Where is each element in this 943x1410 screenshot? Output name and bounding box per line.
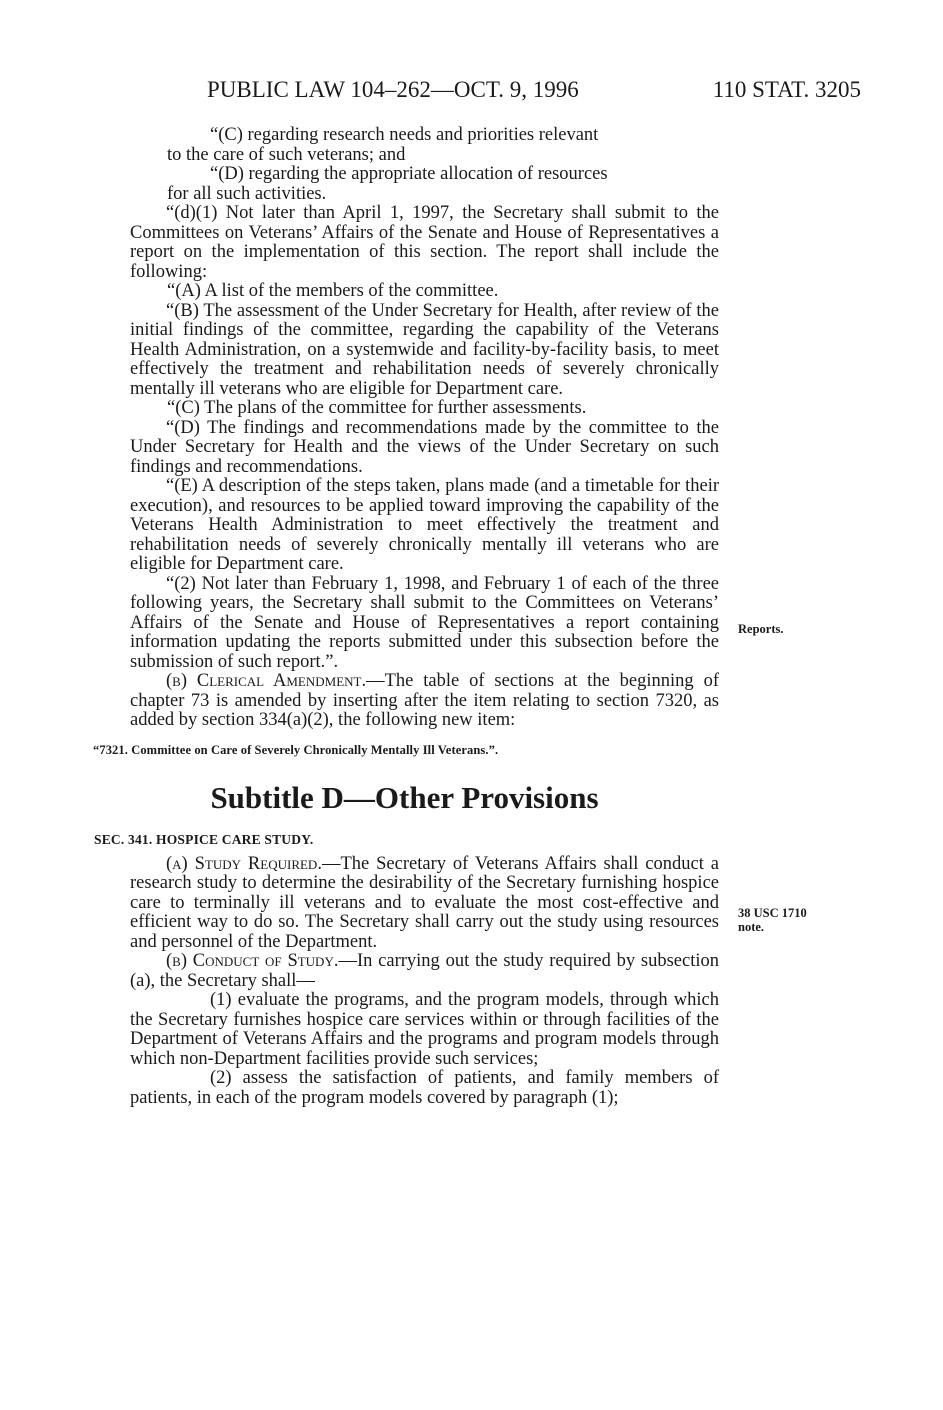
study-required-text: —The Secretary of Veterans Affairs shall conduct a research study to determine the desirability of the Secretary furnishing hospice care to terminally ill veterans and to evaluate the most cost-effective and efficient way to do so. The Secretary shall carry out the study using resources and personnel of the Department. (130, 853, 719, 952)
conduct-of-study-heading: (b) Conduct of Study. (166, 951, 339, 971)
para-2: “(2) Not later than February 1, 1998, and February 1 of each of the three following years, the Secretary shall submit to the Committees on Veterans’ Affairs of the Senate and House of Representatives a report containing information updating the reports submitted under this subsection before the submission of such report.”. (130, 573, 719, 672)
para-b: “(B) The assessment of the Under Secretary for Health, after review of the initial findings of the committee, regarding the capability of the Veterans Health Administration, on a systemwide and facility-by-facility basis, to meet effectively the treatment and rehabilitation needs of severely chronically mentally ill veterans who are eligible for Department care. (130, 300, 719, 399)
para-item-2: (2) assess the satisfaction of patients, and family members of patients, in each of the program models covered by paragraph (1); (130, 1068, 719, 1108)
para-a: “(A) A list of the members of the committee. (167, 281, 499, 301)
para-d-line1: “(D) regarding the appropriate allocation of resources (210, 164, 608, 184)
conduct-of-study-text: —In carrying out the study required by subsection (a), the Secretary shall— (130, 951, 720, 991)
table-item-7321: “7321. Committee on Care of Severely Chronically Mentally Ill Veterans.”. (93, 742, 499, 757)
margin-note-reports: Reports. (738, 622, 784, 636)
para-c-line2: to the care of such veterans; and (167, 144, 406, 165)
para-clerical-amendment (130, 672, 719, 731)
margin-note-usc-line2: note. (738, 920, 765, 934)
document-body (93, 125, 720, 1108)
para-study-required (130, 855, 719, 953)
section-341-heading: SEC. 341. HOSPICE CARE STUDY. (94, 832, 314, 847)
subtitle-heading: Subtitle D—Other Provisions (210, 780, 599, 815)
para-conduct-of-study (130, 952, 719, 991)
margin-note-usc-line1: 38 USC 1710 (738, 906, 807, 920)
margin-note-usc (738, 906, 807, 934)
clerical-amendment-heading: (b) Clerical Amendment. (166, 671, 367, 691)
public-law-citation: PUBLIC LAW 104–262—OCT. 9, 1996 (207, 77, 579, 102)
para-c2: “(C) The plans of the committee for further assessments. (167, 398, 587, 418)
clerical-amendment-text: —The table of sections at the beginning of chapter 73 is amended by inserting after the item relating to section 7320, as added by section 334(a)(2), the following new item: (130, 671, 719, 730)
para-d-line2: for all such activities. (167, 183, 327, 204)
para-d2: “(D) The findings and recommendations made by the committee to the Under Secretary for Health and the views of the Under Secretary on such findings and recommendations. (130, 417, 719, 477)
para-c-line1: “(C) regarding research needs and priorities relevant (210, 125, 599, 145)
para-item-1: (1) evaluate the programs, and the program models, through which the Secretary furnishes hospice care services within or through facilities of the Department of Veterans Affairs and the programs and program models through which non-Department facilities provide such services; (130, 990, 719, 1069)
para-e: “(E) A description of the steps taken, plans made (and a timetable for their execution), and resources to be applied toward improving the capability of the Veterans Health Administration to meet effectively the treatment and rehabilitation needs of severely chronically mentally ill veterans who are eligible for Department care. (130, 476, 719, 574)
study-required-heading: (a) Study Required. (166, 853, 322, 874)
stat-page-number: 110 STAT. 3205 (712, 77, 861, 102)
para-d1: “(d)(1) Not later than April 1, 1997, the Secretary shall submit to the Committees on Veterans’ Affairs of the Senate and House of Representatives a report on the implementation of this section. The report shall include the following: (130, 203, 719, 282)
